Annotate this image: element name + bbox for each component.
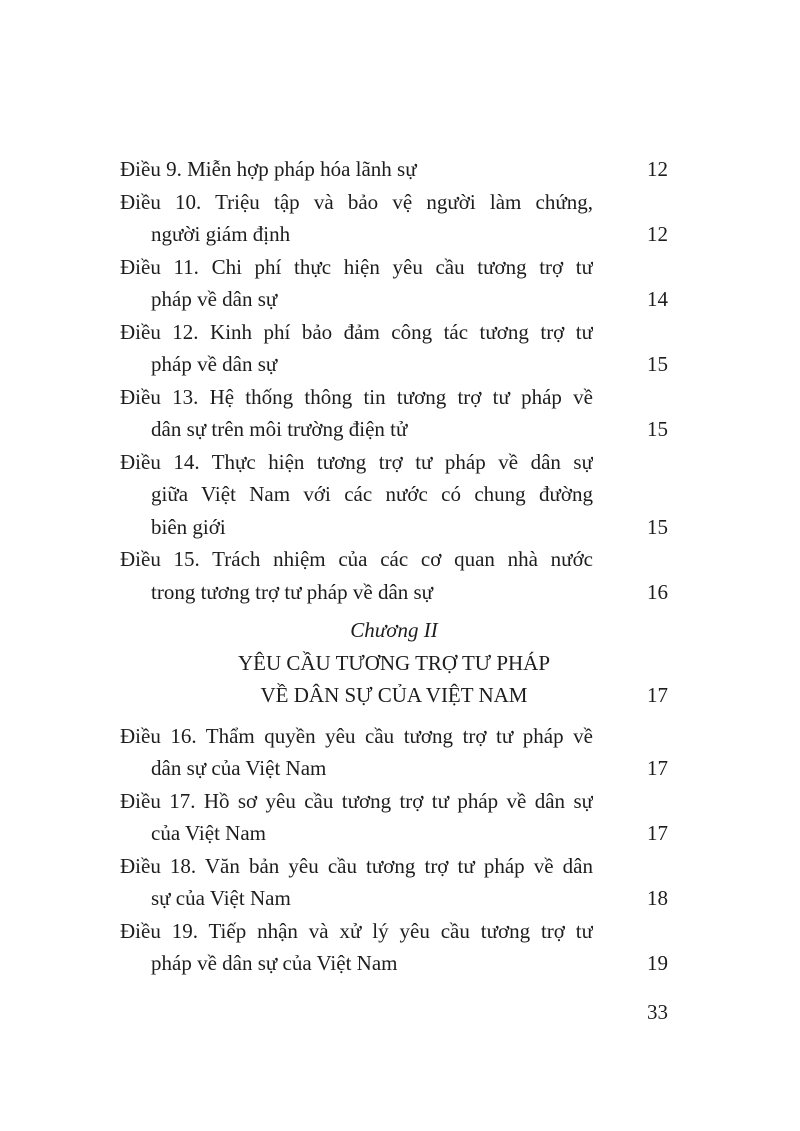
toc-entry-text: của Việt Nam: [151, 821, 266, 845]
toc-entry-text: Điều 9. Miễn hợp pháp hóa lãnh sự: [120, 157, 417, 181]
toc-entry-page: 17: [647, 821, 668, 845]
toc-entry-line: Điều 12. Kinh phí bảo đảm công tác tương trợ tư: [120, 319, 593, 344]
toc-entry-page: 15: [647, 352, 668, 376]
toc-entry-line: giữa Việt Nam với các nước có chung đường: [151, 482, 593, 506]
toc-entry-line: Điều 15. Trách nhiệm của các cơ quan nhà nước: [120, 547, 593, 571]
toc-entry-page: 18: [647, 886, 668, 910]
toc-entry-page: 15: [647, 514, 668, 539]
toc-entry-line: Điều 11. Chi phí thực hiện yêu cầu tương trợ tư: [120, 254, 593, 279]
chapter-heading: [120, 614, 668, 712]
toc-entry: [120, 720, 668, 785]
toc-entry-line: Điều 17. Hồ sơ yêu cầu tương trợ tư pháp về dân sự: [120, 788, 593, 813]
toc-entry-line: [120, 511, 668, 544]
toc-entry-text: pháp về dân sự của Việt Nam: [151, 951, 398, 975]
chapter-title-line: [120, 647, 668, 680]
toc-entry: [120, 785, 668, 850]
toc-entry: [120, 186, 668, 251]
toc-entry-line: Điều 13. Hệ thống thông tin tương trợ tư pháp về: [120, 384, 593, 409]
toc-entry-line: Điều 19. Tiếp nhận và xử lý yêu cầu tương trợ tư: [120, 918, 593, 943]
toc-entry-line: [120, 882, 668, 915]
toc-entry-text: pháp về dân sự: [151, 287, 278, 311]
page-number: 33: [647, 999, 668, 1024]
toc-entry: [120, 915, 668, 980]
toc-entry-page: 15: [647, 417, 668, 441]
chapter-title-text: YÊU CẦU TƯƠNG TRỢ TƯ PHÁP: [237, 650, 551, 675]
chapter-label: Chương II: [350, 618, 438, 642]
toc-entry-line: Điều 16. Thẩm quyền yêu cầu tương trợ tư pháp về: [120, 723, 593, 748]
toc-entry: [120, 850, 668, 915]
toc-entry-line: [120, 752, 668, 785]
toc-entry-page: 16: [647, 579, 668, 604]
chapter-title-line: [120, 679, 668, 712]
toc-entry-line: [120, 817, 668, 850]
toc-entry: [120, 251, 668, 316]
toc-entry-page: 12: [647, 157, 668, 181]
toc-entry-line: [120, 153, 668, 186]
toc-entry-text: dân sự trên môi trường điện tử: [151, 417, 408, 441]
toc-entry-line: [120, 947, 668, 980]
toc-entry: [120, 543, 668, 608]
toc-entry-text: người giám định: [151, 222, 291, 246]
toc-entry-text: pháp về dân sự: [151, 352, 278, 376]
toc-entry-line: Điều 14. Thực hiện tương trợ tư pháp về dân sự: [120, 449, 593, 474]
toc-entry-page: 12: [647, 222, 668, 246]
toc-entry-line: [120, 413, 668, 446]
toc-entry-line: [120, 283, 668, 316]
toc-entry-line: Điều 10. Triệu tập và bảo vệ người làm chứng,: [120, 189, 593, 214]
toc-entry-page: 17: [647, 756, 668, 780]
toc-entry-text: trong tương trợ tư pháp về dân sự: [151, 579, 434, 604]
toc-entry-line: Điều 18. Văn bản yêu cầu tương trợ tư pháp về dân: [120, 853, 593, 878]
toc-entry-text: sự của Việt Nam: [151, 886, 291, 910]
toc: [120, 153, 668, 980]
toc-entry-text: biên giới: [151, 514, 226, 539]
toc-entry-line: [120, 218, 668, 251]
toc-entry-page: 19: [647, 951, 668, 975]
toc-entry: [120, 153, 668, 186]
toc-entry: [120, 381, 668, 446]
toc-entry-page: 14: [647, 287, 668, 311]
chapter-page-number: 17: [647, 683, 668, 707]
toc-entry-text: dân sự của Việt Nam: [151, 756, 327, 780]
toc-entry: [120, 446, 668, 544]
toc-entry-line: [120, 576, 668, 609]
chapter-title-text: VỀ DÂN SỰ CỦA VIỆT NAM: [260, 683, 528, 707]
toc-entry: [120, 316, 668, 381]
toc-entry-line: [120, 348, 668, 381]
